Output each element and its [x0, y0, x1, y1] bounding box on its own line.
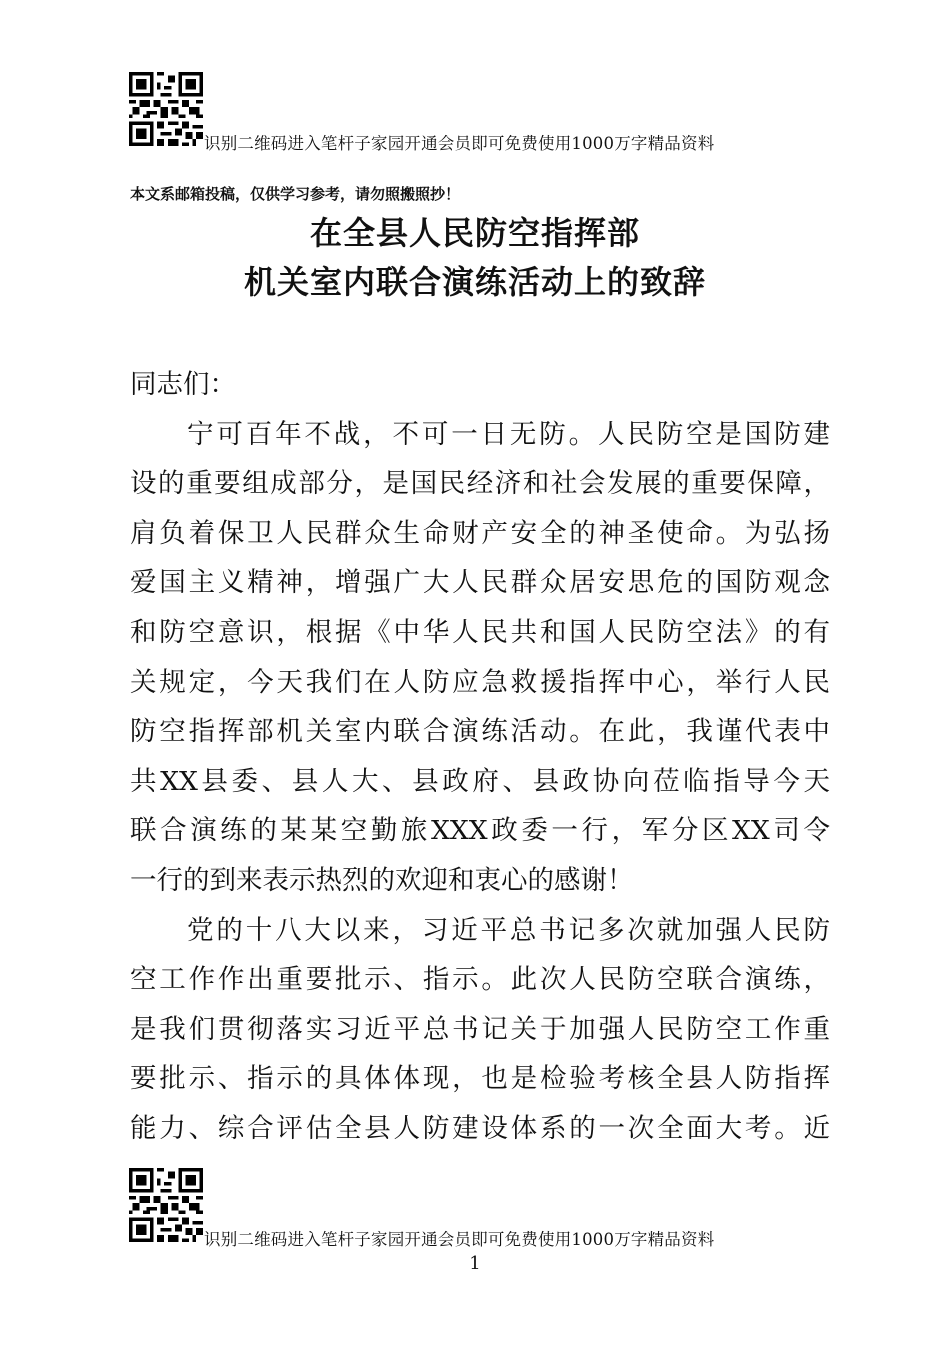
paragraph-line: 和防空意识，根据《中华人民共和国人民防空法》的有: [130, 616, 830, 648]
paragraph-line: 能力、综合评估全县人防建设体系的一次全面大考。近: [130, 1112, 830, 1144]
qr-code-icon: [129, 72, 203, 146]
paragraph-line: 联合演练的某某空勤旅XXX政委一行，军分区XX司令: [130, 815, 830, 847]
paragraph-2: [130, 906, 830, 1154]
page-number: 1: [469, 1253, 481, 1274]
qr-code-icon: [129, 1168, 203, 1242]
paragraph-line: 关规定，今天我们在人防应急救援指挥中心，举行人民: [130, 666, 830, 698]
document-title-line-2: 机关室内联合演练活动上的致辞: [243, 263, 706, 301]
paragraph-line: 党的十八大以来，习近平总书记多次就加强人民防: [187, 914, 830, 946]
paragraph-line: 要批示、指示的具体体现，也是检验考核全县人防指挥: [130, 1063, 830, 1095]
paragraph-line: 宁可百年不战，不可一日无防。人民防空是国防建: [187, 418, 830, 450]
document-title-line-1: 在全县人民防空指挥部: [309, 214, 640, 252]
paragraph-line: 空工作作出重要批示、指示。此次人民防空联合演练，: [130, 964, 830, 996]
submission-notice: 本文系邮箱投稿，仅供学习参考，请勿照搬照抄！: [130, 185, 461, 203]
paragraph-line: 共XX县委、县人大、县政府、县政协向莅临指导今天: [130, 765, 830, 797]
document-body: [130, 360, 830, 1154]
paragraph-line: 防空指挥部机关室内联合演练活动。在此，我谨代表中: [130, 716, 830, 748]
paragraph-line: 爱国主义精神，增强广大人民群众居安思危的国防观念: [130, 567, 830, 599]
paragraph-line: 肩负着保卫人民群众生命财产安全的神圣使命。为弘扬: [130, 517, 830, 549]
paragraph-line: 一行的到来表示热烈的欢迎和衷心的感谢！: [130, 864, 634, 896]
salutation: 同志们：: [130, 369, 236, 400]
paragraph-line: 是我们贯彻落实习近平总书记关于加强人民防空工作重: [130, 1013, 830, 1045]
paragraph-1: [130, 410, 830, 906]
header-promo-text: 识别二维码进入笔杆子家园开通会员即可免费使用1000万字精品资料: [204, 134, 715, 153]
paragraph-line: 设的重要组成部分，是国民经济和社会发展的重要保障，: [130, 468, 830, 500]
footer-promo-text: 识别二维码进入笔杆子家园开通会员即可免费使用1000万字精品资料: [204, 1230, 715, 1249]
